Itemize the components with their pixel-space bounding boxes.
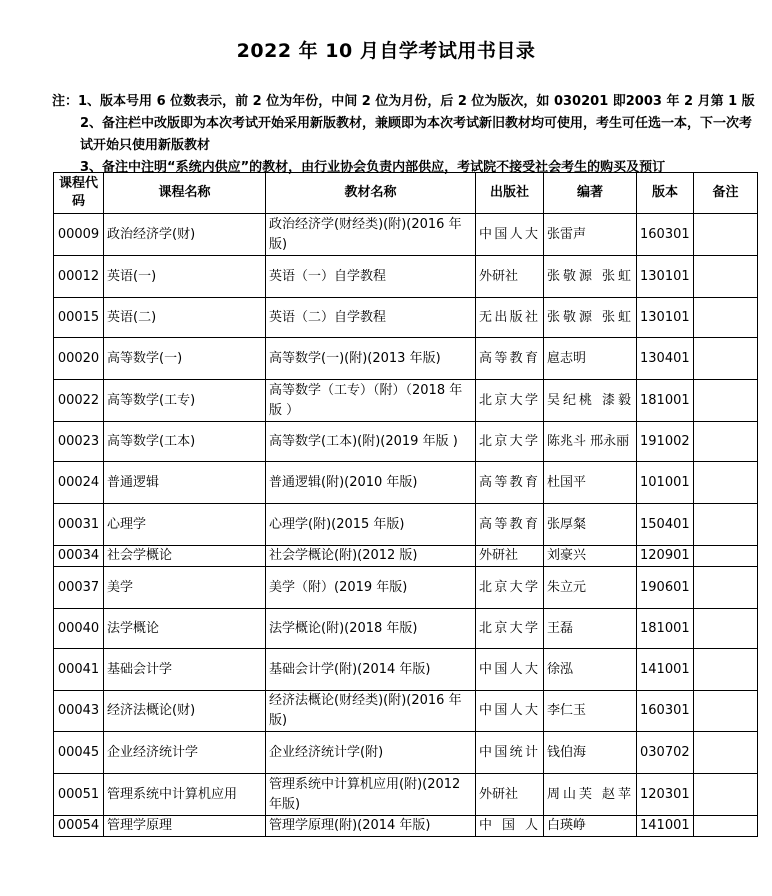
cell-author: 徐泓 — [544, 649, 637, 691]
page-title: 2022 年 10 月自学考试用书目录 — [236, 40, 536, 62]
cell-code: 00020 — [54, 338, 104, 380]
cell-code: 00054 — [54, 816, 104, 837]
cell-book: 心理学(附)(2015 年版) — [266, 504, 476, 546]
cell-book: 英语（一）自学教程 — [266, 256, 476, 298]
cell-course: 社会学概论 — [104, 546, 266, 567]
table-row — [54, 691, 758, 732]
cell-course: 英语(二) — [104, 298, 266, 338]
header-publisher: 出版社 — [476, 173, 544, 214]
cell-publisher: 外研社 — [476, 774, 544, 816]
cell-author: 杜国平 — [544, 462, 637, 504]
cell-code: 00012 — [54, 256, 104, 298]
cell-author: 张敬源 张虹 — [544, 256, 637, 298]
cell-publisher: 高等教育 — [476, 338, 544, 380]
cell-author: 白瑛峥 — [544, 816, 637, 837]
cell-publisher: 北京大学 — [476, 380, 544, 422]
cell-course: 美学 — [104, 567, 266, 609]
cell-publisher: 中国人大 — [476, 691, 544, 732]
cell-publisher: 北京大学 — [476, 567, 544, 609]
table-row — [54, 422, 758, 462]
cell-version: 130401 — [637, 338, 694, 380]
cell-remark — [694, 214, 758, 256]
cell-remark — [694, 816, 758, 837]
cell-code: 00043 — [54, 691, 104, 732]
cell-author: 张雷声 — [544, 214, 637, 256]
cell-course: 法学概论 — [104, 609, 266, 649]
cell-version: 160301 — [637, 214, 694, 256]
cell-remark — [694, 774, 758, 816]
note-3: 3、备注中注明“系统内供应”的教材，由行业协会负责内部供应，考试院不接受社会考生的购买及预订 — [80, 160, 666, 175]
cell-book: 企业经济统计学(附) — [266, 732, 476, 774]
cell-code: 00045 — [54, 732, 104, 774]
cell-code: 00024 — [54, 462, 104, 504]
cell-version: 191002 — [637, 422, 694, 462]
cell-course: 管理学原理 — [104, 816, 266, 837]
table-header-row — [54, 173, 758, 214]
table-row — [54, 380, 758, 422]
table-row — [54, 816, 758, 837]
cell-version: 030702 — [637, 732, 694, 774]
cell-course: 经济法概论(财) — [104, 691, 266, 732]
cell-book: 高等数学(工本)(附)(2019 年版 ) — [266, 422, 476, 462]
cell-course: 基础会计学 — [104, 649, 266, 691]
table-row — [54, 298, 758, 338]
cell-book: 基础会计学(附)(2014 年版) — [266, 649, 476, 691]
cell-course: 企业经济统计学 — [104, 732, 266, 774]
cell-course: 普通逻辑 — [104, 462, 266, 504]
cell-code: 00041 — [54, 649, 104, 691]
cell-author: 李仁玉 — [544, 691, 637, 732]
cell-course: 高等数学(一) — [104, 338, 266, 380]
cell-remark — [694, 504, 758, 546]
cell-remark — [694, 422, 758, 462]
cell-code: 00040 — [54, 609, 104, 649]
header-version: 版本 — [637, 173, 694, 214]
cell-book: 社会学概论(附)(2012 版) — [266, 546, 476, 567]
cell-book: 高等数学（工专）（附）（2018 年版 ） — [266, 380, 476, 422]
table-row — [54, 732, 758, 774]
cell-publisher: 北京大学 — [476, 609, 544, 649]
cell-version: 101001 — [637, 462, 694, 504]
header-author: 编著 — [544, 173, 637, 214]
cell-publisher: 高等教育 — [476, 462, 544, 504]
cell-code: 00034 — [54, 546, 104, 567]
cell-remark — [694, 256, 758, 298]
cell-code: 00015 — [54, 298, 104, 338]
cell-code: 00023 — [54, 422, 104, 462]
cell-remark — [694, 732, 758, 774]
cell-book: 法学概论(附)(2018 年版) — [266, 609, 476, 649]
cell-version: 190601 — [637, 567, 694, 609]
cell-book: 英语（二）自学教程 — [266, 298, 476, 338]
table-row — [54, 774, 758, 816]
cell-version: 130101 — [637, 298, 694, 338]
header-remark: 备注 — [694, 173, 758, 214]
textbook-table — [53, 172, 758, 837]
cell-version: 150401 — [637, 504, 694, 546]
cell-course: 管理系统中计算机应用 — [104, 774, 266, 816]
table-row — [54, 504, 758, 546]
cell-publisher: 中国人大 — [476, 649, 544, 691]
cell-version: 181001 — [637, 609, 694, 649]
table-row — [54, 649, 758, 691]
cell-remark — [694, 609, 758, 649]
cell-publisher: 北京大学 — [476, 422, 544, 462]
cell-version: 141001 — [637, 816, 694, 837]
cell-course: 高等数学(工专) — [104, 380, 266, 422]
table-row — [54, 546, 758, 567]
cell-code: 00022 — [54, 380, 104, 422]
cell-remark — [694, 649, 758, 691]
table-row — [54, 338, 758, 380]
cell-publisher: 外研社 — [476, 546, 544, 567]
cell-code: 00051 — [54, 774, 104, 816]
cell-remark — [694, 546, 758, 567]
header-course: 课程名称 — [104, 173, 266, 214]
cell-book: 美学（附）(2019 年版) — [266, 567, 476, 609]
cell-book: 高等数学(一)(附)(2013 年版) — [266, 338, 476, 380]
cell-author: 周山芙 赵苹 — [544, 774, 637, 816]
cell-publisher: 外研社 — [476, 256, 544, 298]
cell-author: 朱立元 — [544, 567, 637, 609]
cell-publisher: 无出版社 — [476, 298, 544, 338]
cell-remark — [694, 338, 758, 380]
cell-remark — [694, 691, 758, 732]
note-1: 注：1、版本号用 6 位数表示，前 2 位为年份，中间 2 位为月份，后 2 位为版次，如 030201 即2003 年 2 月第 1 版 — [52, 94, 755, 109]
cell-author: 扈志明 — [544, 338, 637, 380]
cell-publisher: 中国人大 — [476, 214, 544, 256]
cell-book: 经济法概论(财经类)(附)(2016 年版) — [266, 691, 476, 732]
cell-author: 陈兆斗 邢永丽 — [544, 422, 637, 462]
cell-course: 心理学 — [104, 504, 266, 546]
table-row — [54, 609, 758, 649]
cell-book: 政治经济学(财经类)(附)(2016 年版) — [266, 214, 476, 256]
cell-code: 00009 — [54, 214, 104, 256]
table-row — [54, 256, 758, 298]
table-row — [54, 214, 758, 256]
cell-author: 吴纪桃 漆毅 — [544, 380, 637, 422]
cell-course: 英语(一) — [104, 256, 266, 298]
cell-author: 刘豪兴 — [544, 546, 637, 567]
cell-remark — [694, 567, 758, 609]
cell-author: 王磊 — [544, 609, 637, 649]
cell-version: 181001 — [637, 380, 694, 422]
cell-publisher: 高等教育 — [476, 504, 544, 546]
table-row — [54, 567, 758, 609]
cell-publisher: 中国人 — [476, 816, 544, 837]
table-row — [54, 462, 758, 504]
cell-remark — [694, 298, 758, 338]
note-2: 2、备注栏中改版即为本次考试开始采用新版教材，兼顾即为本次考试新旧教材均可使用，考生可任选一本，下一次考试开始只使用新版教材 — [80, 116, 753, 153]
header-book: 教材名称 — [266, 173, 476, 214]
cell-author: 钱伯海 — [544, 732, 637, 774]
cell-code: 00037 — [54, 567, 104, 609]
cell-course: 政治经济学(财) — [104, 214, 266, 256]
cell-publisher: 中国统计 — [476, 732, 544, 774]
cell-version: 141001 — [637, 649, 694, 691]
header-code: 课程代码 — [54, 173, 104, 214]
cell-author: 张厚粲 — [544, 504, 637, 546]
cell-book: 管理系统中计算机应用(附)(2012 年版) — [266, 774, 476, 816]
cell-code: 00031 — [54, 504, 104, 546]
cell-course: 高等数学(工本) — [104, 422, 266, 462]
cell-remark — [694, 462, 758, 504]
cell-book: 普通逻辑(附)(2010 年版) — [266, 462, 476, 504]
cell-author: 张敬源 张虹 — [544, 298, 637, 338]
cell-version: 160301 — [637, 691, 694, 732]
cell-book: 管理学原理(附)(2014 年版) — [266, 816, 476, 837]
cell-version: 130101 — [637, 256, 694, 298]
cell-version: 120301 — [637, 774, 694, 816]
cell-remark — [694, 380, 758, 422]
cell-version: 120901 — [637, 546, 694, 567]
notes — [52, 91, 757, 179]
